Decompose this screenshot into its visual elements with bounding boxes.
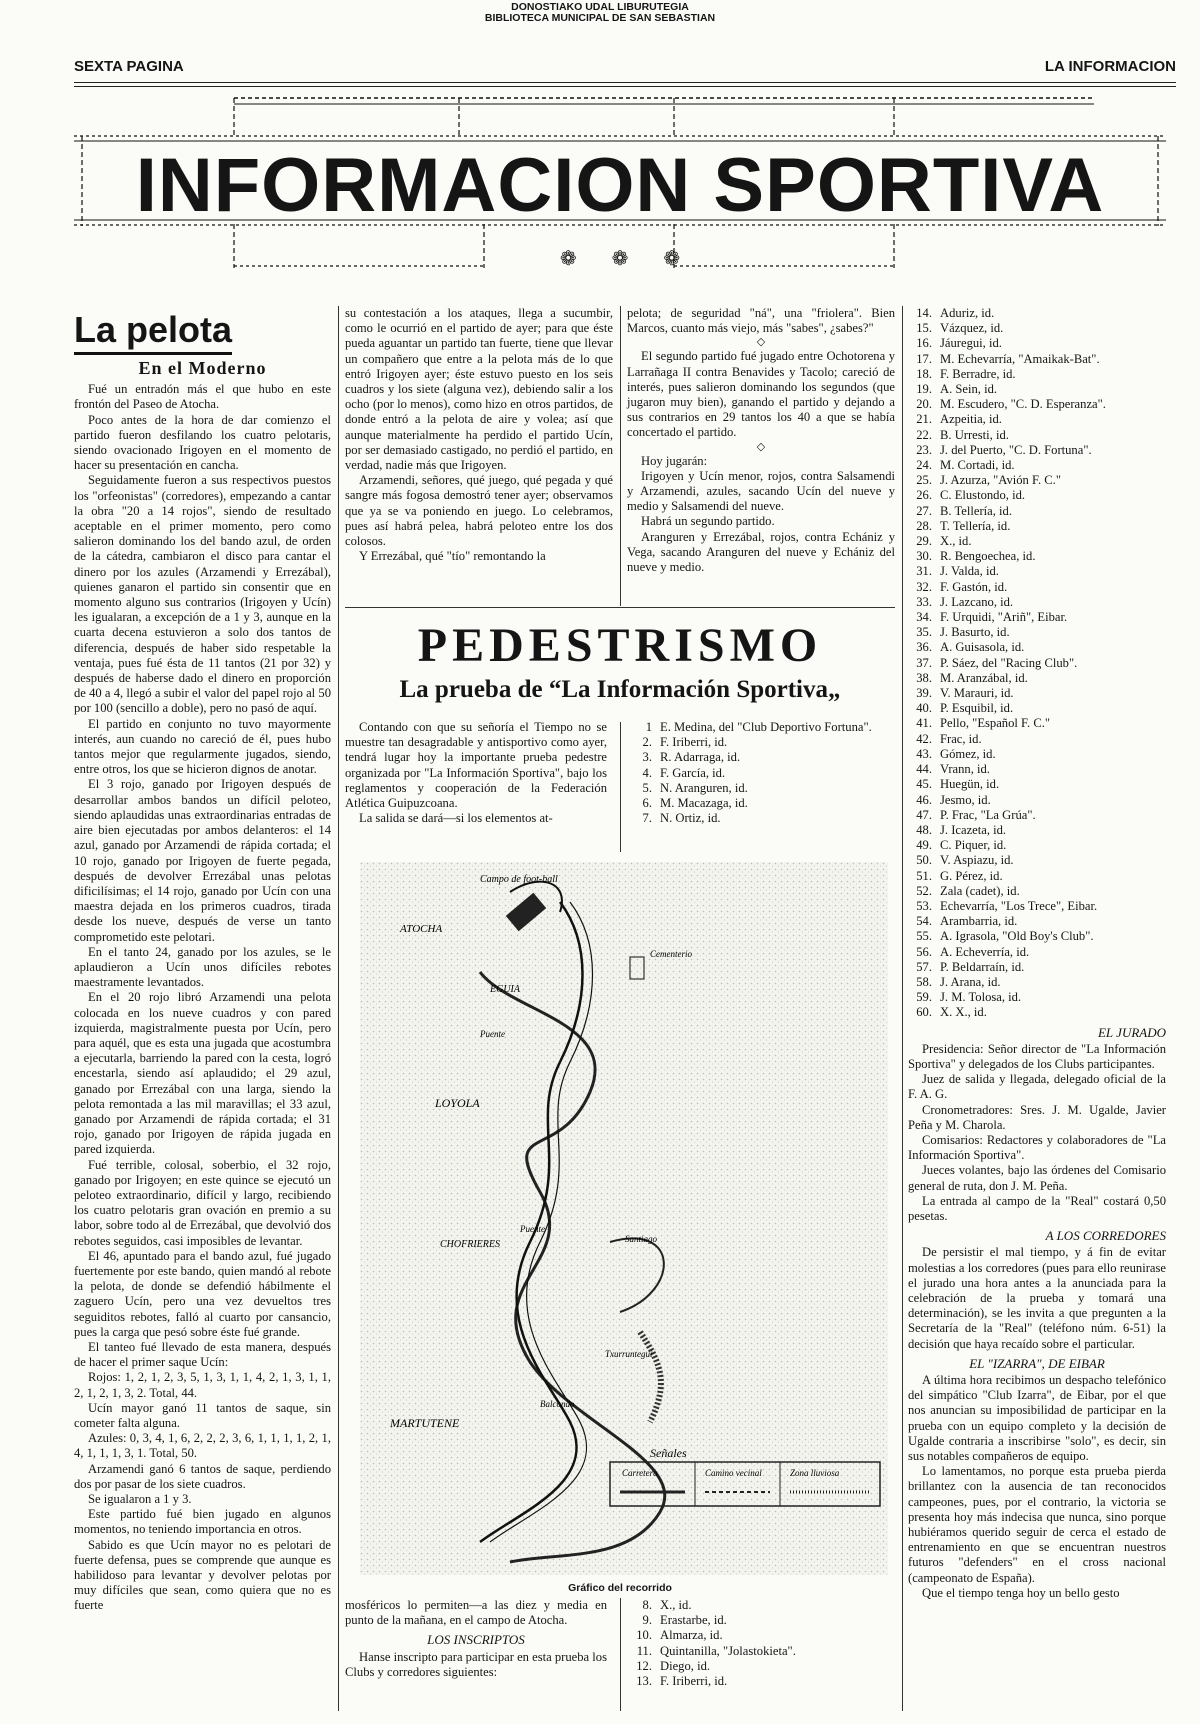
legend-label: Zona lluviosa [790, 1468, 840, 1478]
paragraph: Juez de salida y llegada, delegado oficial de la F. A. G. [908, 1072, 1166, 1102]
list-item: 33. J. Lazcano, id. [916, 594, 1014, 609]
map-label: LOYOLA [435, 1096, 480, 1110]
list-item: 38. M. Aranzábal, id. [916, 670, 1028, 685]
list-item: 43. Gómez, id. [916, 746, 996, 761]
paragraph: Comisarios: Redactores y colaboradores de "La Información Sportiva". [908, 1132, 1166, 1163]
paragraph: Jueces volantes, bajo las órdenes del Comisario general de ruta, don J. M. Peña. [908, 1163, 1166, 1193]
paragraph: pelota; de seguridad "ná", una "friolera". Bien Marcos, cuanto más viejo, más "sabes", ¿sabes?" [627, 306, 895, 336]
list-item: 39. V. Marauri, id. [916, 686, 1014, 701]
list-item: 22. B. Urresti, id. [916, 427, 1009, 442]
map-label: Señales [650, 1446, 687, 1460]
paragraph: Arzamendi ganó 6 tantos de saque, perdiendo dos por pasar de los siete cuadros. [74, 1461, 331, 1491]
list-item: 48. J. Icazeta, id. [916, 822, 1007, 837]
list-item: 37. P. Sáez, del "Racing Club". [916, 655, 1078, 670]
list-item: 14. Aduriz, id. [916, 306, 995, 320]
column-rule-1 [338, 306, 339, 1711]
list-item: 55. A. Igrasola, "Old Boy's Club". [916, 929, 1094, 944]
paragraph: su contestación a los ataques, llega a sucumbir, como le ocurrió en el partido de ayer; para que éste pueda aguantar un partido tan fuerte, tiene que llevar un compañero que entre a la pelota más de lo que entró Irigoyen ayer; éste estuvo puesto en los seis cuadros y los siete (alguna vez), debiendo salir a los ocho (por lo menos), como hizo en otros partidos, de donde entró a la pelota de aire y volea; así que aunque materialmente ha perdido el partido Ucín, por ser demasiado castigado, no perdió el partido, en verdad, nadie más que Irigoyen. [345, 306, 613, 473]
inscritos-list-a [628, 720, 896, 826]
inscritos-column [908, 306, 1166, 1601]
list-item: 23. J. del Puerto, "C. D. Fortuna". [916, 442, 1092, 457]
column-rule-3 [902, 306, 903, 1711]
pelota-column-3 [627, 306, 895, 575]
list-item: 40. P. Esquibil, id. [916, 701, 1014, 716]
list-item: 1 E. Medina, del "Club Deportivo Fortuna". [645, 720, 872, 734]
pelota-column [74, 306, 331, 1614]
map-label: MARTUTENE [390, 1416, 460, 1430]
paragraph: El segundo partido fué jugado entre Ochotorena y Larrañaga II contra Benavides y Tacolo; careció de interés, pues salieron dominando los segundos (que jugaron muy bien), ganando el partido y dejando a sus contrarios en 29 tantos los 40 a que se había concertado el partido. [627, 349, 895, 440]
list-item: 3. R. Adarraga, id. [642, 750, 741, 765]
paragraph: Fué un entradón más el que hubo en este frontón del Paseo de Atocha. [74, 382, 331, 412]
paragraph: Contando con que su señoría el Tiempo no se muestre tan desagradable y antisportivo como ayer, tendrá lugar hoy la importante prueba pedestre organizada por "La Información Sportiva", bajo los reglamentos y cooperación de la Federación Atlética Guipuzcoana. [345, 720, 607, 811]
list-item: 29. X., id. [916, 534, 972, 549]
map-label: Txurruntegui [605, 1349, 653, 1359]
list-item: 17. M. Echevarría, "Amaikak-Bat". [916, 351, 1100, 366]
list-item: 50. V. Aspiazu, id. [916, 853, 1014, 868]
paragraph: En el tanto 24, ganado por los azules, se le aplaudieron a Ucín unos difíciles rebotes maestramente levantados. [74, 944, 331, 990]
paragraph: Aranguren y Errezábal, rojos, contra Echániz y Vega, sacando Aranguren del nueve y Echániz del nueve y medio. [627, 529, 895, 575]
map-label: Santiago [625, 1234, 658, 1244]
map-caption: Gráfico del recorrido [568, 1582, 672, 1594]
column-rule-bottom [620, 1598, 621, 1711]
paragraph: La salida se dará—si los elementos at- [359, 811, 553, 826]
list-item: 20. M. Escudero, "C. D. Esperanza". [916, 397, 1106, 412]
list-item: 12. Diego, id. [636, 1658, 711, 1673]
map-label: Cementerio [650, 949, 692, 959]
list-item: 36. A. Guisasola, id. [916, 640, 1025, 655]
paragraph: Este partido fué bien jugado en algunos momentos, no teniendo importancia en otros. [74, 1507, 331, 1537]
legend-label: Camino vecinal [705, 1468, 762, 1478]
list-item: 31. J. Valda, id. [916, 564, 999, 579]
list-item: 53. Echevarría, "Los Trece", Eibar. [916, 898, 1098, 913]
archive-line-2: BIBLIOTECA MUNICIPAL DE SAN SEBASTIAN [484, 12, 716, 24]
list-item: 24. M. Cortadi, id. [916, 458, 1015, 473]
paragraph: Fué terrible, colosal, soberbio, el 32 rojo, ganado por Irigoyen; en este quince se ejecutó un peloteo extraordinario, difícil y largo, recibiendo los cuatro pelotaris gran ovación en premio a su labor, sobre todo al de Errezábal, que devolvió dos rebotes seguidos, casi imposibles de levantar. [74, 1157, 331, 1248]
inscritos-list-b [628, 1598, 896, 1689]
list-item: 59. J. M. Tolosa, id. [916, 990, 1022, 1005]
paragraph: Irigoyen y Ucín menor, rojos, contra Salsamendi y Arzamendi, azules, sacando Ucín del nueve y medio y Salsamendi del nueve. [627, 468, 895, 514]
paragraph: Lo lamentamos, no porque esta prueba pierda brillantez con la ausencia de tan reconocidos campeones, pues, por el contrario, la victoria se presenta hoy más indecisa que nunca, sino porque hubiéramos querido seguir de cerca el estado de entrenamiento en que se encuentran nuestros futuros "defenders" en el cross nacional (campeonato de España). [908, 1464, 1166, 1585]
paragraph: De persistir el mal tiempo, y á fin de evitar molestias a los corredores (pues para ello reunirase el jurado una hora antes a la anunciada para la celebración de la prueba y tomará una determinación), se les invita a que pregunten a la Secretaría de la "Real" (teléfono núm. 6-51) la decisión que haya recaído sobre el particular. [908, 1245, 1166, 1351]
jurado-heading: EL JURADO [1097, 1024, 1166, 1040]
paragraph: Sabido es que Ucín mayor no es pelotari de fuerte defensa, pues se comprende que aunque es habilidoso para levantar y devolver pelotas por muy difíciles que sean, como quiera que no es fuerte [74, 1537, 331, 1613]
column-rule-intro [620, 722, 621, 852]
inscritos-list-c [908, 306, 1166, 1021]
pedestrismo-bottom-left [345, 1598, 607, 1680]
list-item: 46. Jesmo, id. [916, 792, 991, 807]
header-rule [74, 82, 1176, 83]
running-head [74, 58, 1176, 78]
list-item: 11. Quintanilla, "Jolastokieta". [636, 1643, 796, 1658]
masthead-title: INFORMACION SPORTIVA [135, 143, 1105, 228]
list-item: 28. T. Tellería, id. [916, 518, 1011, 533]
paragraph: El tanteo fué llevado de esta manera, después de hacer el primer saque Ucín: [74, 1340, 331, 1370]
paragraph: A última hora recibimos un despacho telefónico del simpático "Club Izarra", de Eibar, por el que nos anuncian su imposibilidad de participar en la prueba con un equipo completo y la decisión de Ugalde contraria a inscribirse "solo", es decir, sin sus notables compañeros de equipo. [908, 1373, 1166, 1464]
list-item: 51. G. Pérez, id. [916, 868, 1003, 883]
list-item: 45. Huegün, id. [916, 777, 1000, 792]
paragraph: Y Errezábal, qué "tío" remontando la [359, 549, 546, 564]
paragraph: Ucín mayor ganó 11 tantos de saque, sin cometer falta alguna. [74, 1400, 331, 1431]
map-label: Puente [520, 1224, 545, 1234]
map-label: CHOFRIERES [440, 1239, 500, 1250]
paragraph: El partido en conjunto no tuvo mayormente interés, aun cuando no careció de él, pues hubo tantos mejor que regularmente jugados, siendo, entre otros, los que se hicieron dignos de anotar. [74, 716, 331, 777]
newspaper-name: LA INFORMACION [1044, 58, 1176, 75]
paragraph: Hoy jugarán: [641, 453, 708, 468]
list-item: 10. Almarza, id. [636, 1628, 723, 1643]
list-item: 2. F. Iriberri, id. [642, 735, 728, 750]
pelota-column-2 [345, 306, 613, 564]
list-item: 56. A. Echeverría, id. [916, 944, 1030, 959]
paragraph: Hanse inscripto para participar en esta prueba los Clubs y corredores siguientes: [345, 1649, 607, 1679]
list-item: 49. C. Piquer, id. [916, 838, 1007, 853]
legend-label: Carretera [622, 1468, 658, 1478]
paragraph: Habrá un segundo partido. [641, 514, 775, 529]
list-item: 21. Azpeitia, id. [916, 412, 1002, 427]
pedestrismo-title: PEDESTRISMO [417, 619, 823, 672]
list-item: 30. R. Bengoechea, id. [916, 549, 1036, 564]
list-item: 60. X. X., id. [916, 1005, 987, 1020]
list-item: 58. J. Arana, id. [916, 974, 1001, 989]
archive-line-1: DONOSTIAKO UDAL LIBURUTEGIA [511, 1, 689, 13]
corredores-heading: A LOS CORREDORES [1045, 1228, 1166, 1244]
masthead-ornament: ❁ ❁ ❁ [559, 248, 681, 270]
map-label: ATOCHA [400, 923, 443, 935]
list-item: 4. F. García, id. [642, 765, 726, 780]
list-item: 42. Frac, id. [916, 731, 982, 746]
column-rule-2 [620, 306, 621, 606]
list-item: 13. F. Iriberri, id. [636, 1674, 728, 1689]
map-label: Campo de foot-ball [480, 874, 558, 885]
pelota-subtitle: En el Moderno [138, 358, 267, 378]
list-item: 5. N. Aranguren, id. [642, 780, 748, 795]
izarra-heading: EL "IZARRA", DE EIBAR [969, 1355, 1105, 1371]
list-item: 35. J. Basurto, id. [916, 625, 1010, 640]
paragraph: Se igualaron a 1 y 3. [88, 1492, 192, 1507]
list-item: 57. P. Beldarraín, id. [916, 959, 1025, 974]
list-item: 8. X., id. [642, 1598, 692, 1612]
score-line: Azules: 0, 3, 4, 1, 6, 2, 2, 2, 3, 6, 1, 1, 1, 1, 2, 1, 4, 1, 1, 1, 3, 1. Total, 50. [74, 1431, 331, 1461]
list-item: 44. Vrann, id. [916, 762, 990, 777]
score-line: Rojos: 1, 2, 1, 2, 3, 5, 1, 3, 1, 1, 4, 2, 1, 3, 1, 1, 2, 1, 2, 1, 3, 2. Total, 44. [74, 1370, 331, 1400]
archive-stamp [0, 2, 1200, 24]
diamond-separator: ◇ [756, 440, 766, 453]
map-label: EGUIA [490, 984, 520, 995]
map-label: Puente [480, 1029, 505, 1039]
paragraph: Cronometradores: Sres. J. M. Ugalde, Javier Peña y M. Charola. [908, 1102, 1166, 1132]
list-item: 54. Arambarria, id. [916, 914, 1018, 929]
list-item: 26. C. Elustondo, id. [916, 488, 1026, 503]
paragraph: Seguidamente fueron a sus respectivos puestos los "orfeonistas" (corredores), empezando a cantar la obra "20 a 14 rojos", siendo de resultado aceptable en el primer momento, pero como salieron dominando los del bando azul, de orden de la cátedra, cambiaron el disco para cantar el dinero por los azules (Arzamendi y Errezábal), quienes ganaron el partido sin consentir que en momento alguno sus contrarios (Irigoyen y Ucín) les igualaran, a excepción de a 1 y 3, aunque en la cuarta decena estuvieron a solo dos tantos de diferencia, después de haber sido respetable la ventaja, pues fué ésta de 11 tantos (21 por 32) y después de haberse dado el dinero en proporción de 40 a 4, llegó a subir el valor del papel rojo al 50 por 100 (sencillo a doble), pero no pasó de aquí. [74, 473, 331, 716]
page-label: SEXTA PAGINA [74, 58, 184, 75]
list-item: 6. M. Macazaga, id. [642, 796, 748, 811]
section-rule [345, 607, 895, 608]
list-item: 16. Jáuregui, id. [916, 336, 1002, 351]
paragraph: En el 20 rojo libró Arzamendi una pelota colocada en los nueve cuadros y con pared izquierda, magistralmente puesta por Ucín, pero para aquél, que es esta una jugada que acostumbra a ejecutarla, barriendo la pared con la cesta, logró encestarla, siendo así aplaudido; el 29 azul, ganado por Errezábal con una larga, siendo la pelota remontada a las mil maravillas; el 33 azul, ganado por Arzamendi de rápida cortada; el 31 rojo, ganado por Irigoyen de rápida jugada en pared izquierda. [74, 990, 331, 1157]
list-item: 15. Vázquez, id. [916, 321, 1004, 336]
pedestrismo-intro [345, 720, 607, 826]
map-label: Balcondo [540, 1399, 575, 1409]
paragraph: mosféricos lo permiten—a las diez y media en punto de la mañana, en el campo de Atocha. [345, 1598, 607, 1628]
pelota-title: La pelota [74, 310, 232, 355]
list-item: 19. A. Sein, id. [916, 382, 998, 397]
paragraph: Presidencia: Señor director de "La Información Sportiva" y delegados de los Clubs participantes. [908, 1041, 1166, 1071]
paragraph: Arzamendi, señores, qué juego, qué pegada y qué sangre más fogosa demostró tener ayer; observamos que ya se va poniendo en juego. Lo celebramos, pues así habrá pelea, habrá peloteo entre los dos colosos. [345, 473, 613, 549]
list-item: 27. B. Tellería, id. [916, 503, 1012, 518]
pedestrismo-subtitle: La prueba de “La Información Sportiva„ [399, 676, 841, 703]
list-item: 18. F. Berradre, id. [916, 366, 1016, 381]
list-item: 47. P. Frac, "La Grúa". [916, 807, 1036, 822]
inscritos-heading: LOS INSCRIPTOS [427, 1632, 525, 1648]
list-item: 32. F. Gastón, id. [916, 579, 1008, 594]
paragraph: La entrada al campo de la "Real" costará 0,50 pesetas. [908, 1193, 1166, 1223]
list-item: 7. N. Ortiz, id. [642, 811, 721, 826]
list-item: 52. Zala (cadet), id. [916, 883, 1020, 898]
route-map-drawing [360, 862, 888, 1575]
list-item: 41. Pello, "Español F. C." [916, 716, 1051, 731]
paragraph: El 46, apuntado para el bando azul, fué jugado fuertemente por este bando, quien mandó al rebote la pelota, de donde se defendió hábilmente el zaguero Ucín, pero una vez devueltos tres seguiditos rebotes, falló al cuarto por cansancio, pues la carga que pesó sobre éste fué grande. [74, 1248, 331, 1339]
paragraph: Poco antes de la hora de dar comienzo el partido fueron desfilando los cuatro pelotaris, siendo ovacionado Irigoyen en el momento de hacer su presentación en cancha. [74, 412, 331, 473]
diamond-separator: ◇ [756, 336, 766, 349]
paragraph: Que el tiempo tenga hoy un bello gesto [922, 1585, 1120, 1600]
route-map [360, 862, 888, 1575]
masthead-banner [74, 96, 1166, 286]
list-item: 9. Erastarbe, id. [642, 1613, 727, 1628]
list-item: 25. J. Azurza, "Avión F. C." [916, 473, 1061, 488]
paragraph: El 3 rojo, ganado por Irigoyen después de desarrollar ambos bandos un difícil peloteo, siendo aplaudidas unas extraordinarias entradas de aire bien ejecutadas por ambos delanteros: el 14 azul, ganado por Arzamendi de rápida cortada; el 10 rojo, ganado por Irigoyen de fuerte pegada, después de devolver Errezábal unas pelotas dificilísimas; el 14 rojo, ganado por Ucín con una maestra dejada en los primeros cuadros, tirada desde los nueve, después de verse un tanto comprometido este pelotari. [74, 777, 331, 944]
list-item: 34. F. Urquidi, "Ariñ", Eibar. [916, 610, 1068, 625]
header-rule-2 [74, 86, 1176, 87]
